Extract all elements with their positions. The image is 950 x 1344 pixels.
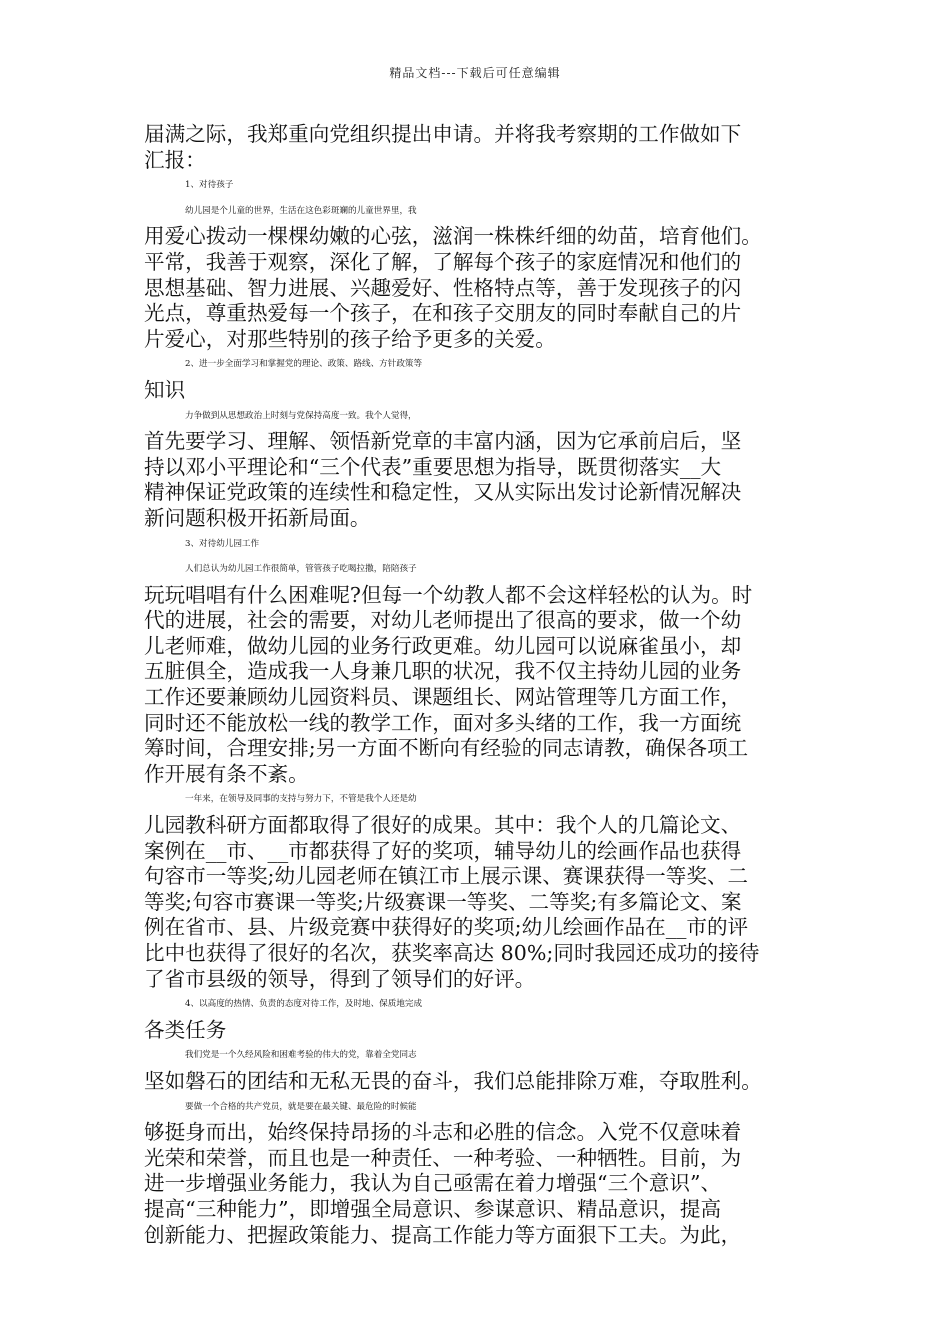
text-line: 筹时间，合理安排;另一方面不断向有经验的同志请教，确保各项工 (144, 736, 749, 761)
text-line: 进一步增强业务能力，我认为自己亟需在着力增强“三个意识”、 (144, 1171, 722, 1196)
text-line: 一年来，在领导及同事的支持与努力下，不管是我个人还是幼 (185, 794, 417, 805)
text-line: 首先要学习、理解、领悟新党章的丰富内涵，因为它承前启后，坚 (144, 429, 742, 454)
text-line: 作开展有条不紊。 (144, 761, 309, 786)
text-line: 等奖;句容市赛课一等奖;片级赛课一等奖、二等奖;有多篇论文、案 (144, 889, 742, 914)
text-line: 4、以高度的热情、负责的态度对待工作，及时地、保质地完成 (185, 999, 423, 1010)
text-line: 坚如磐石的团结和无私无畏的奋斗，我们总能排除万难，夺取胜利。 (144, 1068, 762, 1093)
text-line: 幼儿园是个儿童的世界，生活在这色彩斑斓的儿童世界里，我 (185, 205, 417, 216)
text-line: 了省市县级的领导，得到了领导们的好评。 (144, 966, 536, 991)
text-line: 新问题积极开拓新局面。 (144, 505, 371, 530)
text-line: 句容市一等奖;幼儿园老师在镇江市上展示课、赛课获得一等奖、二 (144, 864, 749, 889)
document-body (144, 122, 824, 1248)
text-line: 我们党是一个久经风险和困难考验的伟大的党，靠着全党同志 (185, 1050, 417, 1061)
text-line: 人们总认为幼儿园工作很简单，管管孩子吃喝拉撒，陪陪孩子 (185, 564, 417, 575)
text-line: 精神保证党政策的连续性和稳定性，又从实际出发讨论新情况解决 (144, 480, 742, 505)
text-line: 平常，我善于观察，深化了解，了解每个孩子的家庭情况和他们的 (144, 249, 742, 274)
text-line: 够挺身而出，始终保持昂扬的斗志和必胜的信念。入党不仅意味着 (144, 1120, 742, 1145)
text-line: 比中也获得了很好的名次，获奖率高达 80%;同时我园还成功的接待 (144, 941, 760, 965)
text-line: 知识 (144, 377, 186, 402)
text-line: 创新能力、把握政策能力、提高工作能力等方面狠下工夫。为此， (144, 1222, 742, 1247)
text-line: 案例在__市、__市都获得了好的奖项，辅导幼儿的绘画作品也获得 (144, 838, 742, 863)
text-line: 2、进一步全面学习和掌握党的理论、政策、路线、方针政策等 (185, 359, 423, 370)
text-line: 玩玩唱唱有什么困难呢?但每一个幼教人都不会这样轻松的认为。时 (144, 582, 753, 607)
text-line: 光点，尊重热爱每一个孩子，在和孩子交朋友的同时奉献自己的片 (144, 301, 742, 326)
text-line: 五脏俱全，造成我一人身兼几职的状况，我不仅主持幼儿园的业务 (144, 659, 742, 684)
text-line: 提高“三种能力”，即增强全局意识、参谋意识、精品意识，提高 (144, 1196, 722, 1221)
text-line: 用爱心拨动一棵棵幼嫩的心弦，滋润一株株纤细的幼苗，培育他们。 (144, 224, 762, 249)
text-line: 各类任务 (144, 1017, 227, 1042)
text-line: 思想基础、智力进展、兴趣爱好、性格特点等，善于发现孩子的闪 (144, 275, 742, 300)
text-line: 同时还不能放松一线的教学工作，面对多头绪的工作，我一方面统 (144, 710, 742, 735)
text-line: 工作还要兼顾幼儿园资料员、课题组长、网站管理等几方面工作， (144, 685, 742, 710)
text-line: 代的进展，社会的需要，对幼儿老师提出了很高的要求，做一个幼 (144, 608, 742, 633)
text-line: 儿老师难，做幼儿园的业务行政更难。幼儿园可以说麻雀虽小，却 (144, 633, 742, 658)
text-line: 例在省市、县、片级竞赛中获得好的奖项;幼儿绘画作品在__市的评 (144, 915, 749, 940)
page-header: 精品文档---下载后可任意编辑 (389, 66, 561, 80)
text-line: 力争做到从思想政治上时刻与党保持高度一致。我个人觉得， (185, 410, 417, 421)
text-line: 片爱心，对那些特别的孩子给予更多的关爱。 (144, 326, 556, 351)
text-line: 要做一个合格的共产党员，就是要在最关键、最危险的时候能 (185, 1101, 417, 1112)
text-line: 汇报： (144, 147, 206, 172)
text-line: 持以邓小平理论和“三个代表”重要思想为指导，既贯彻落实__大 (144, 454, 722, 479)
text-line: 3、对待幼儿园工作 (185, 538, 260, 549)
text-line: 1、对待孩子 (185, 180, 234, 191)
text-line: 儿园教科研方面都取得了很好的成果。其中：我个人的几篇论文、 (144, 813, 742, 838)
text-line: 光荣和荣誉，而且也是一种责任、一种考验、一种牺牲。目前，为 (144, 1145, 742, 1170)
text-line: 届满之际，我郑重向党组织提出申请。并将我考察期的工作做如下 (144, 122, 742, 146)
